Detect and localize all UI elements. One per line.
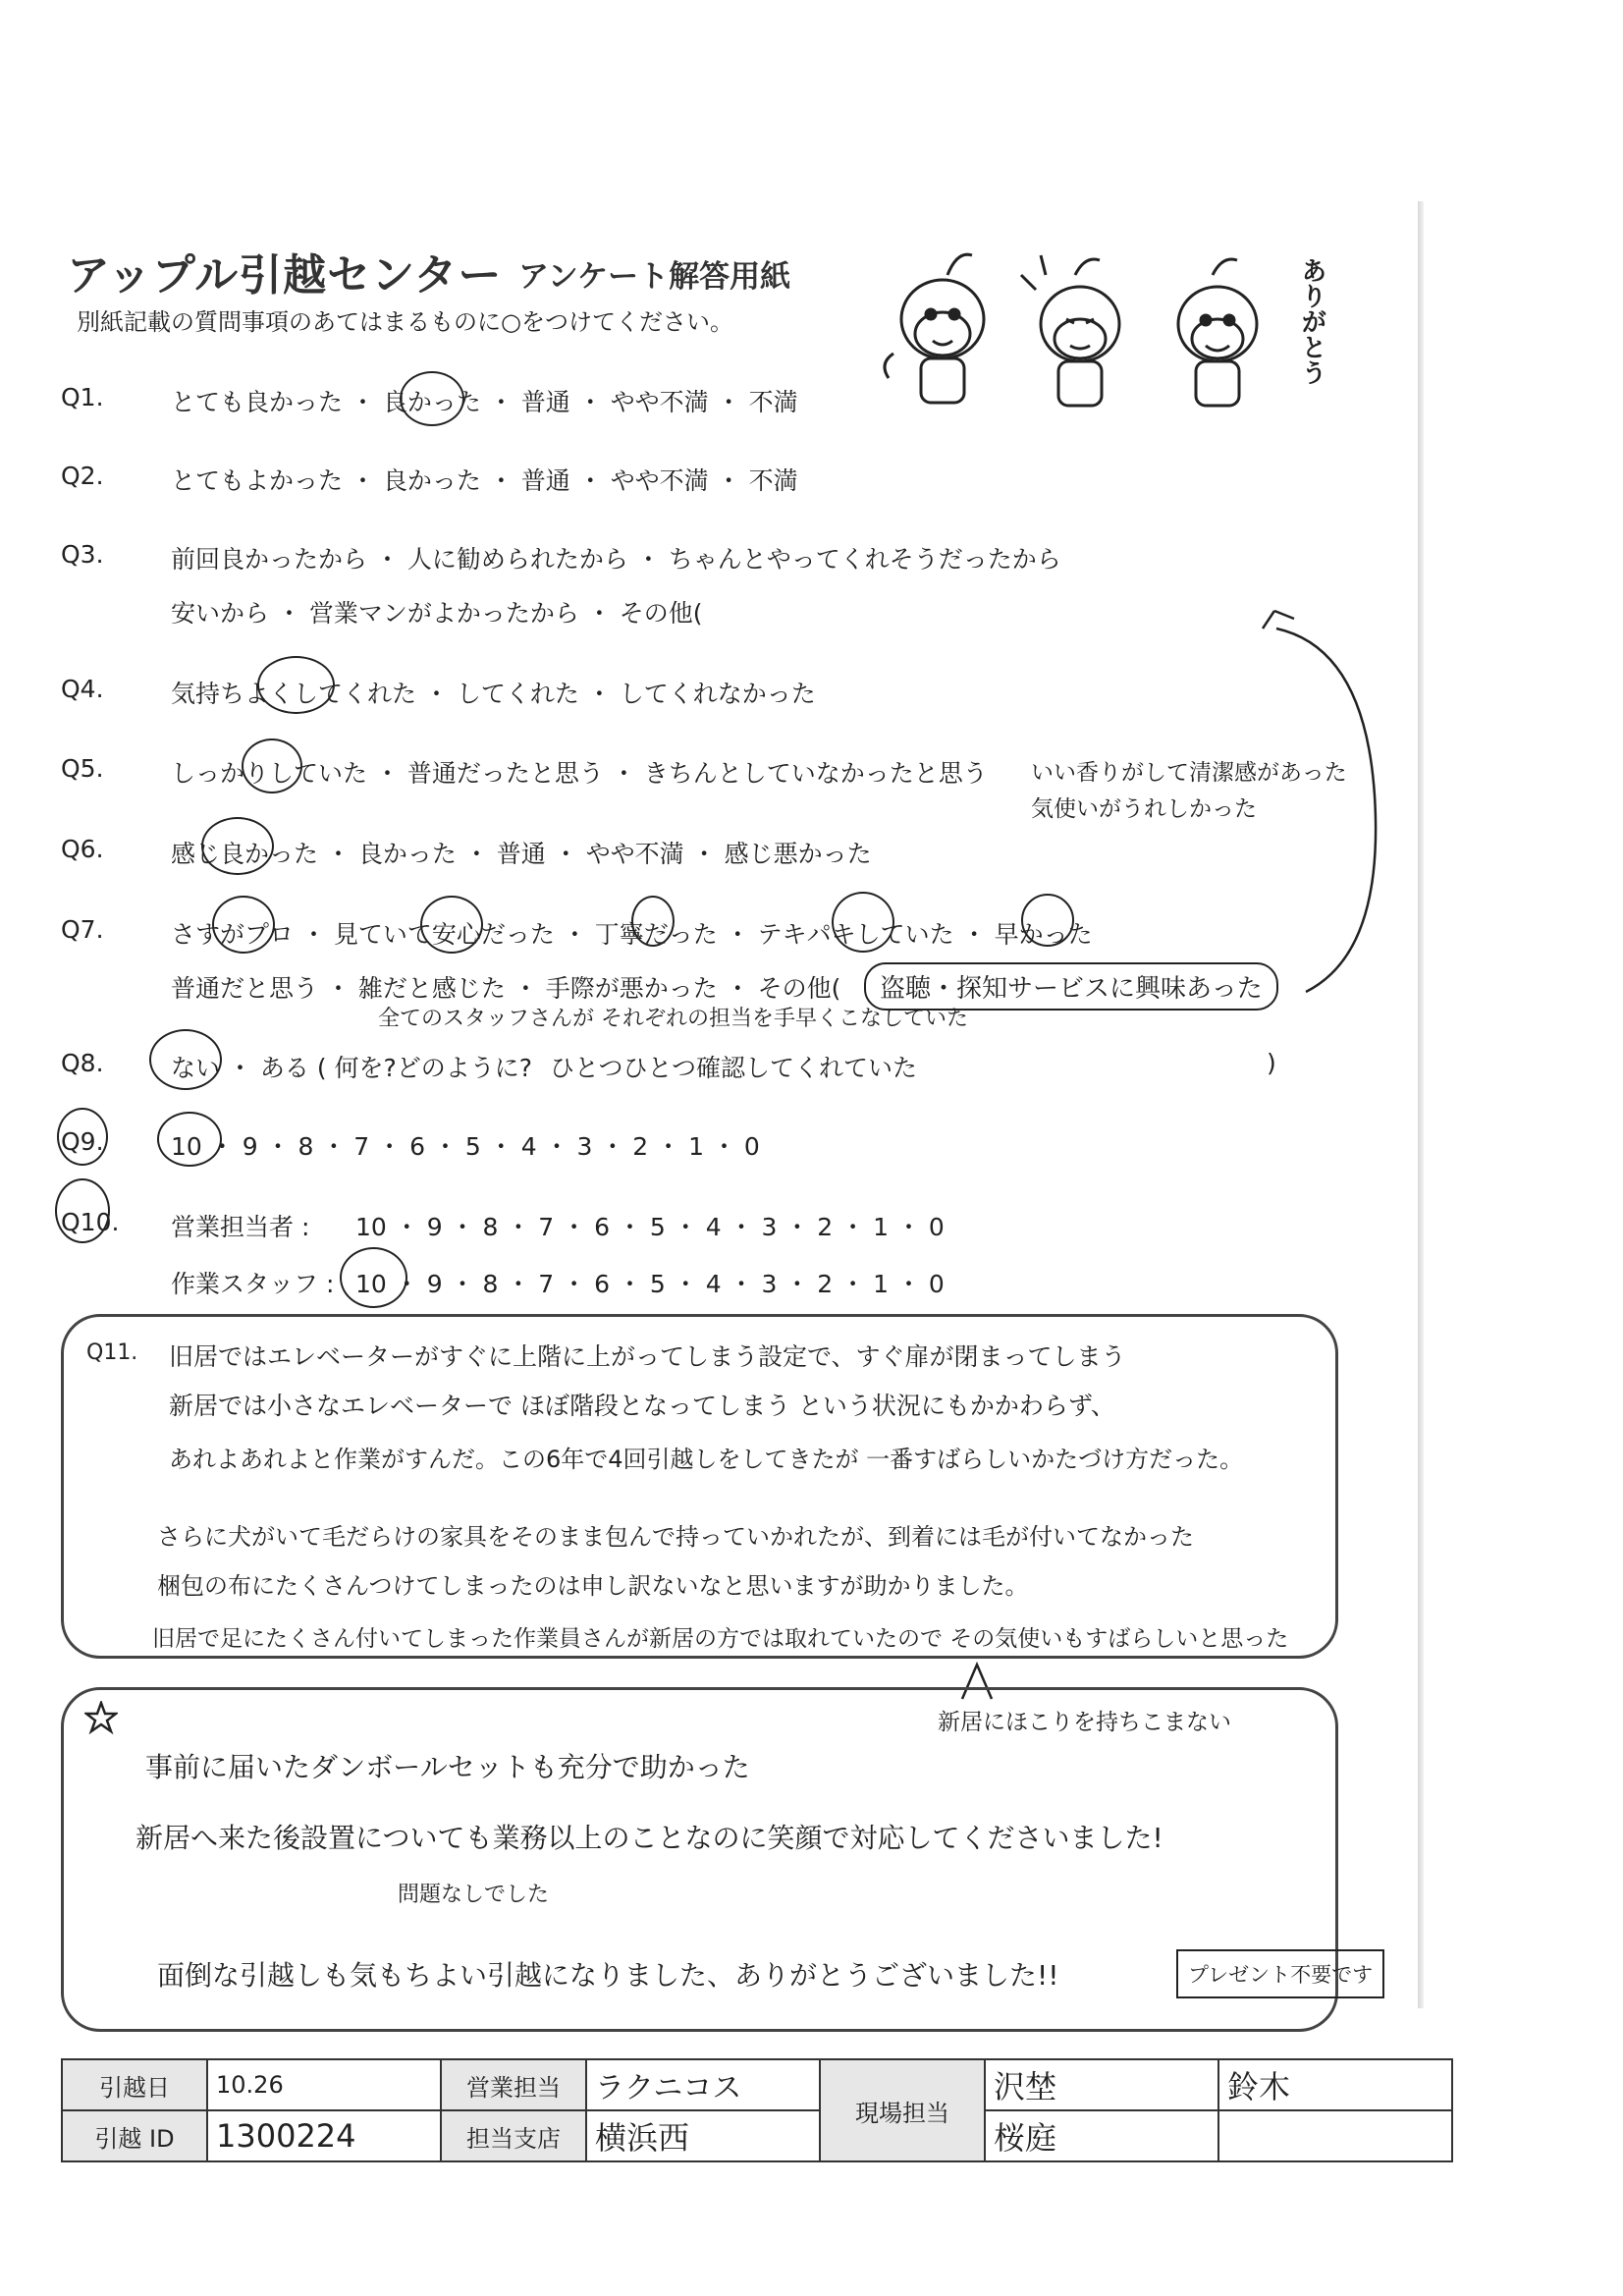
q11-comment-line: 梱包の布にたくさんつけてしまったのは申し訳ないなと思いますが助かりました。	[157, 1572, 1029, 1600]
q8-number: Q8.	[61, 1049, 104, 1077]
q10-mark-circle	[55, 1178, 110, 1243]
site-staff-value-2: 桜庭	[985, 2110, 1218, 2161]
q11-comment-line: 旧居ではエレベーターがすぐに上階に上がってしまう設定で、すぐ扉が閉まってしまう	[169, 1342, 1126, 1371]
q7-answer-circle	[631, 896, 675, 947]
q7-answer-circle	[1021, 894, 1074, 947]
q7-answer-circle	[832, 892, 894, 953]
q10-staff-scale: 10 ・ 9 ・ 8 ・ 7 ・ 6 ・ 5 ・ 4 ・ 3 ・ 2 ・ 1 ・ 0	[355, 1270, 945, 1298]
q5-note-2: 気使いがうれしかった	[1031, 796, 1257, 822]
q6-number: Q6.	[61, 835, 104, 863]
q8-answer-line-1: 全てのスタッフさんが それぞれの担当を手早くこなしていた	[378, 1007, 968, 1031]
q4-answer-circle	[257, 656, 335, 714]
arrow-icon	[1247, 589, 1384, 1011]
q1-answer-circle	[400, 371, 464, 426]
move-info-table	[61, 2058, 1453, 2162]
q9-scale: 10 ・ 9 ・ 8 ・ 7 ・ 6 ・ 5 ・ 4 ・ 3 ・ 2 ・ 1 ・ 0	[171, 1132, 760, 1161]
move-date-label: 引越日	[62, 2059, 207, 2110]
present-note: プレゼント不要です	[1176, 1949, 1384, 1998]
q1-number: Q1.	[61, 383, 104, 411]
thanks-text: ありがとう	[1297, 257, 1326, 385]
q9-mark-circle	[57, 1108, 108, 1166]
q4-options: 気持ちよくしてくれた ・ してくれた ・ してくれなかった	[171, 680, 816, 708]
q5-answer-circle	[242, 738, 302, 793]
q11-comment-line: あれよあれよと作業がすんだ。この6年で4回引越しをしてきたが 一番すばらしいかたづけ方だった。	[169, 1446, 1244, 1473]
q3-options-2: 安いから ・ 営業マンがよかったから ・ その他(	[171, 599, 703, 628]
sales-rep-value: ラクニコス	[586, 2059, 820, 2110]
move-date-value: 10.26	[207, 2059, 441, 2110]
q7-options-2: 普通だと思う ・ 雑だと感じた ・ 手際が悪かった ・ その他(	[171, 974, 841, 1003]
branch-label: 担当支店	[441, 2110, 586, 2161]
q6-answer-circle	[201, 817, 274, 875]
q7-options-1: さすがプロ ・ 見ていて安心だった ・ 丁寧だった ・ テキパキしていた ・ 早かった	[171, 920, 1093, 949]
q5-note-1: いい香りがして清潔感があった	[1031, 760, 1347, 786]
q11-number: Q11.	[86, 1340, 138, 1365]
q5-options: しっかりしていた ・ 普通だったと思う ・ きちんとしていなかったと思う	[171, 759, 988, 788]
q7-number: Q7.	[61, 915, 104, 944]
q2-number: Q2.	[61, 462, 104, 490]
q10-sales-label: 営業担当者 :	[171, 1213, 310, 1241]
site-staff-value-1: 沢埜	[985, 2059, 1218, 2110]
q11-comment-line: さらに犬がいて毛だらけの家具をそのまま包んで持っていかれたが、到着には毛が付いてなかった	[157, 1523, 1194, 1551]
extra-comment-insert: 問題なしでした	[398, 1883, 550, 1907]
q10-staff-label: 作業スタッフ :	[171, 1270, 335, 1298]
q9-answer-circle	[157, 1112, 222, 1167]
q3-number: Q3.	[61, 540, 104, 569]
q7-other-answer: 盗聴・探知サービスに興味あった	[864, 962, 1278, 1011]
q8-close-paren: )	[1267, 1049, 1276, 1077]
move-id-value: 1300224	[207, 2110, 441, 2161]
q2-options: とてもよかった ・ 良かった ・ 普通 ・ やや不満 ・ 不満	[171, 466, 798, 495]
extra-comment-line: 新居へ来た後設置についても業務以上のことなのに笑顔で対応してくださいました!	[135, 1822, 1163, 1854]
monkey-icon	[1021, 255, 1119, 406]
q8-answer-line-2: ひとつひとつ確認してくれていた	[550, 1054, 918, 1082]
q11-caret-insert: 新居にほこりを持ちこまない	[938, 1710, 1231, 1735]
extra-comment-line: 事前に届いたダンボールセットも充分で助かった	[145, 1751, 750, 1783]
q10-staff-answer-circle	[340, 1247, 407, 1308]
q1-options: とても良かった ・ 良かった ・ 普通 ・ やや不満 ・ 不満	[171, 388, 798, 416]
q3-options-1: 前回良かったから ・ 人に勧められたから ・ ちゃんとやってくれそうだったから	[171, 545, 1061, 574]
mascot-illustration	[874, 246, 1316, 422]
q11-comment-line: 旧居で足にたくさん付いてしまった作業員さんが新居の方では取れていたので その気使いもすばらしいと思った	[152, 1626, 1289, 1652]
monkey-icon	[885, 254, 984, 403]
extra-comment-line: 面倒な引越しも気もちよい引越になりました、ありがとうございました!!	[157, 1959, 1059, 1992]
instructions: 別紙記載の質問事項のあてはまるものに○をつけてください。	[77, 308, 733, 336]
star-icon	[84, 1701, 118, 1734]
q5-number: Q5.	[61, 754, 104, 783]
move-id-label: 引越 ID	[62, 2110, 207, 2161]
q6-options: 感じ良かった ・ 良かった ・ 普通 ・ やや不満 ・ 感じ悪かった	[171, 840, 872, 868]
sales-rep-label: 営業担当	[441, 2059, 586, 2110]
site-staff-empty	[1218, 2110, 1452, 2161]
q7-answer-circle	[212, 896, 275, 954]
branch-value: 横浜西	[586, 2110, 820, 2161]
form-title: アンケート解答用紙	[518, 259, 791, 295]
q8-answer-circle	[149, 1029, 222, 1090]
q4-number: Q4.	[61, 675, 104, 703]
monkey-icon	[1178, 259, 1257, 406]
q10-sales-scale: 10 ・ 9 ・ 8 ・ 7 ・ 6 ・ 5 ・ 4 ・ 3 ・ 2 ・ 1 ・ 0	[355, 1213, 945, 1241]
q7-answer-circle	[420, 896, 483, 954]
site-staff-label: 現場担当	[820, 2059, 985, 2161]
page-edge	[1418, 201, 1424, 2008]
q11-comment-line: 新居では小さなエレベーターで ほぼ階段となってしまう という状況にもかかわらず、	[169, 1392, 1115, 1420]
q8-options: ない ・ ある ( 何を?どのように?	[171, 1054, 533, 1082]
q9-number: Q9.	[61, 1127, 104, 1156]
site-staff-value-3: 鈴木	[1218, 2059, 1452, 2110]
company-title: アップル引越センター	[67, 250, 503, 301]
q10-number: Q10.	[61, 1208, 120, 1236]
